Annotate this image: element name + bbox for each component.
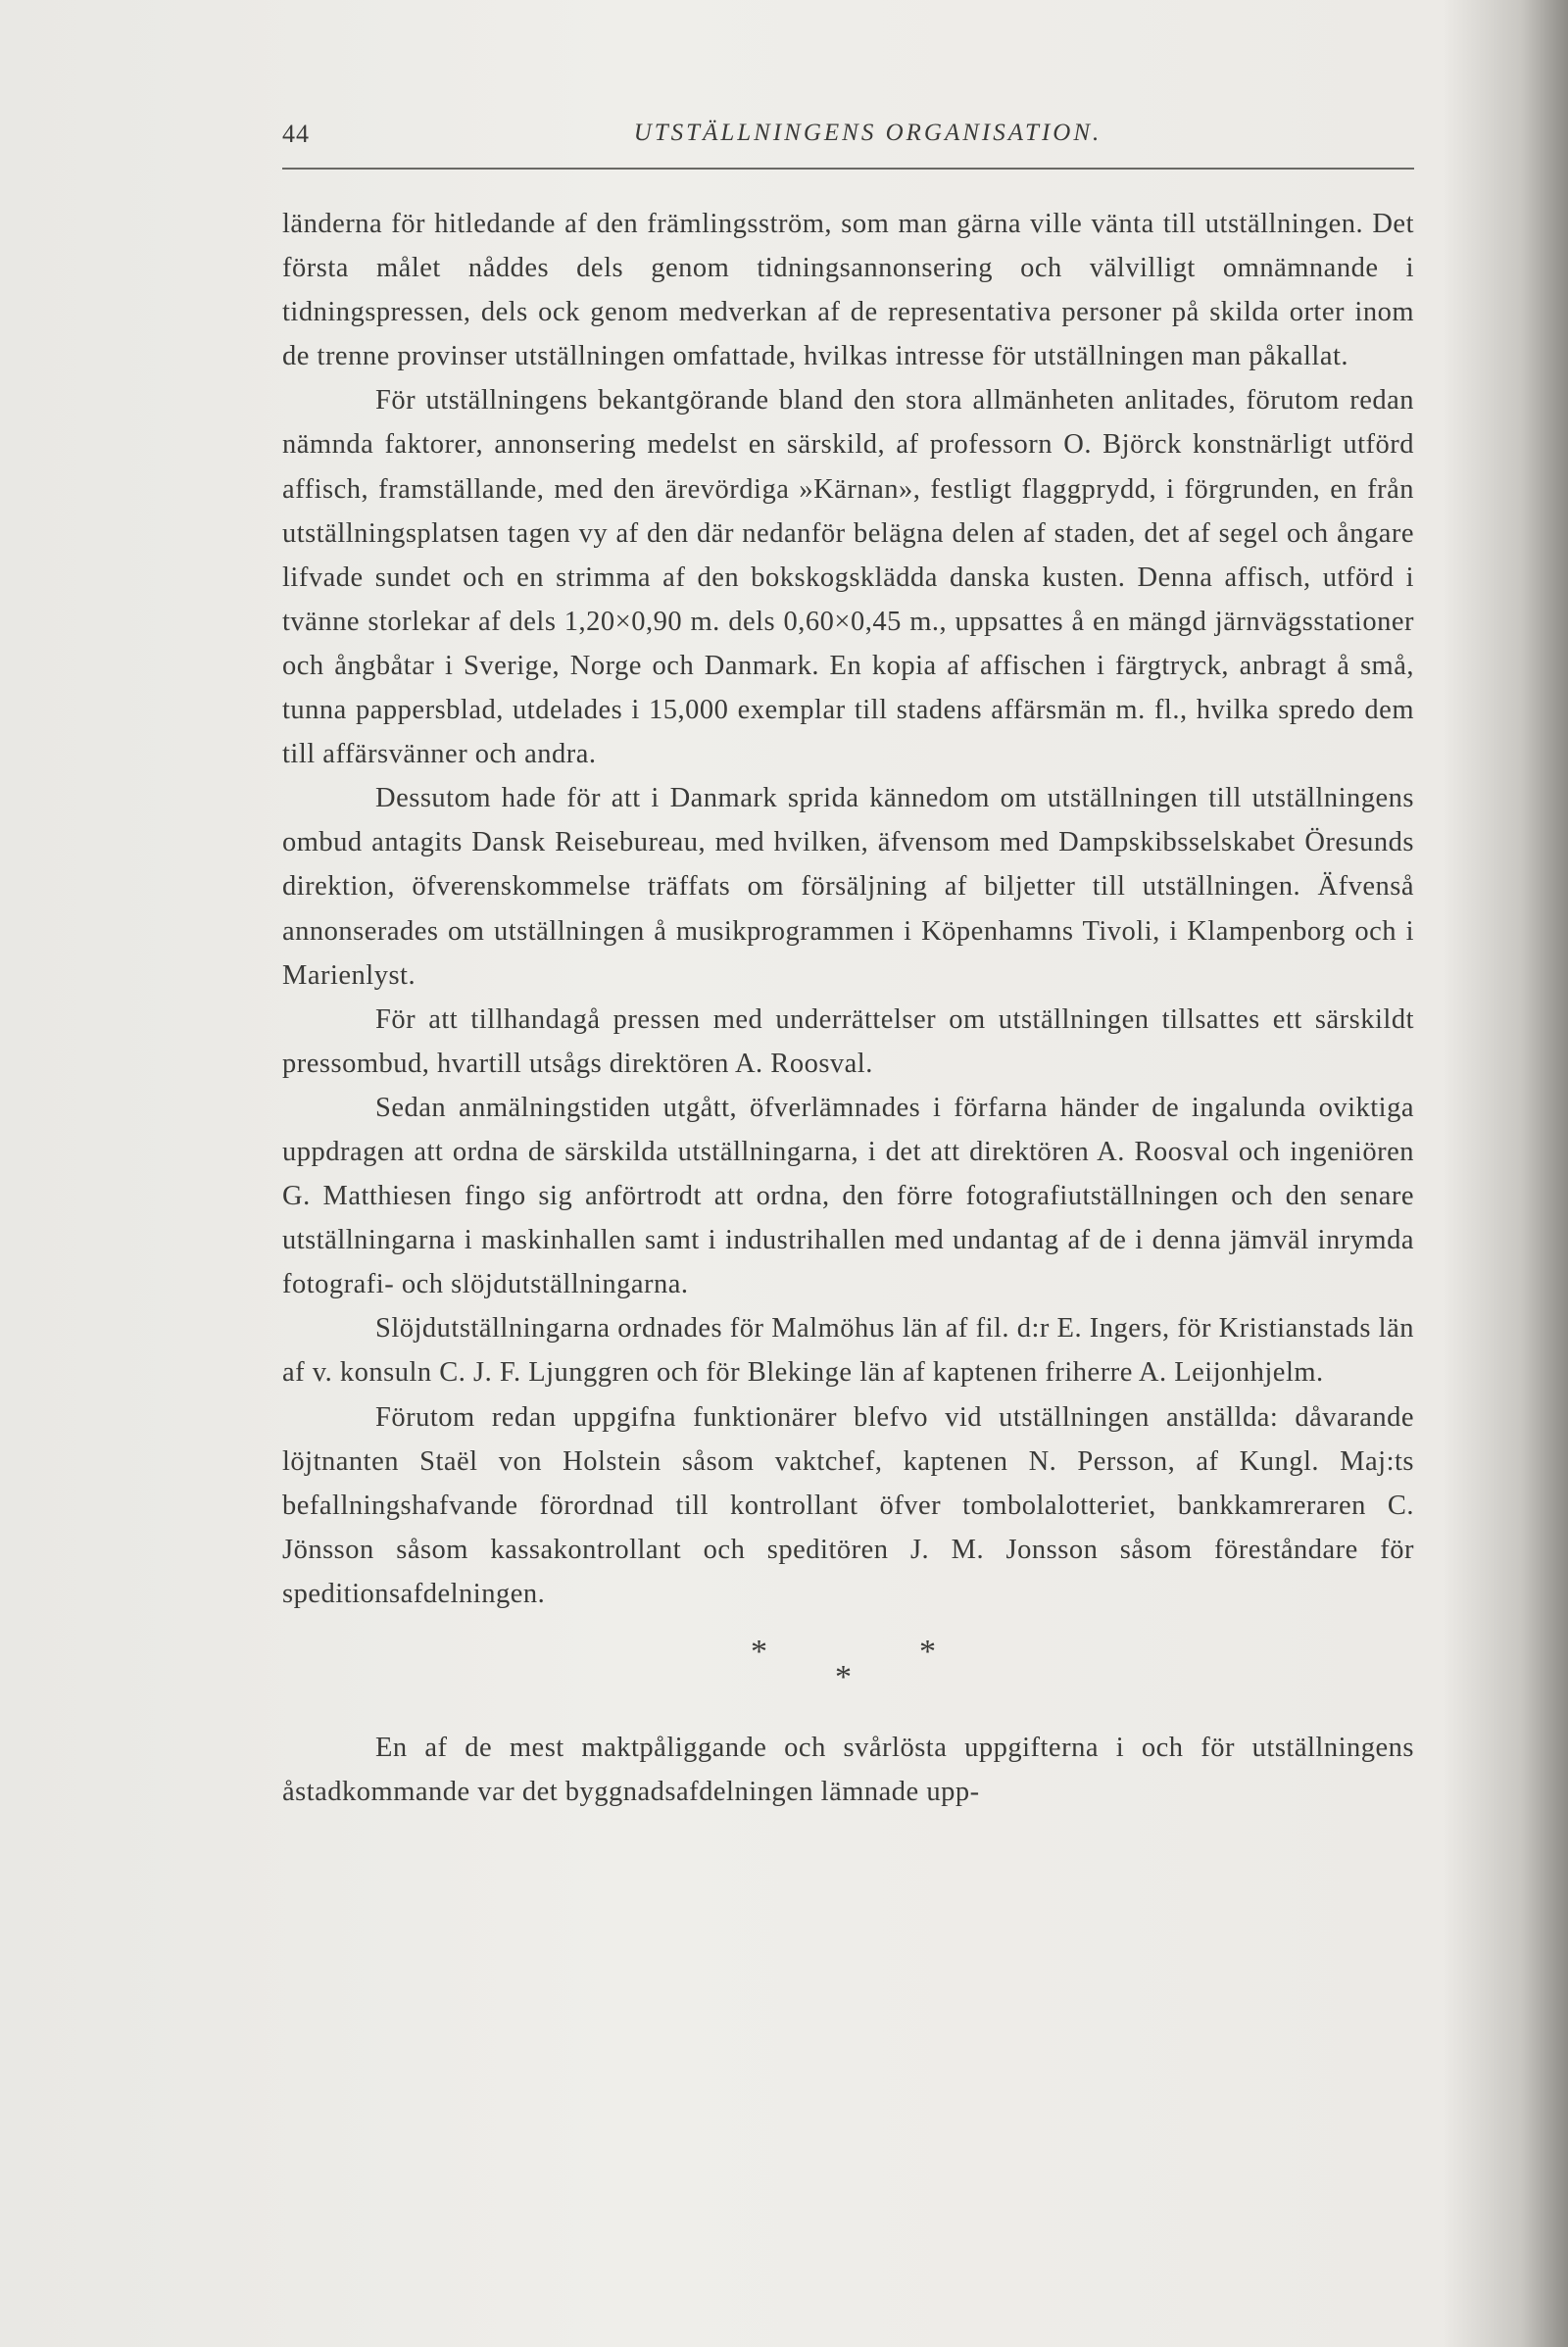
section-break-asterism: [282, 1624, 1414, 1712]
body-text: [282, 202, 1414, 1814]
paragraph-2: För utställningens bekantgörande bland den stora allmänheten anlitades, förutom redan nämnda faktorer, annonsering medelst en särskild, af professorn O. Björck konstnärligt utförd affisch, framställande, med den ärevördiga »Kärnan», festligt flaggprydd, i förgrunden, en från utställningsplatsen tagen vy af den där nedanför belägna delen af staden, det af segel och ångare lifvade sundet och en strimma af den bokskogsklädda danska kusten. Denna affisch, utförd i tvänne storlekar af dels 1,20×0,90 m. dels 0,60×0,45 m., uppsattes å en mängd järnvägsstationer och ångbåtar i Sverige, Norge och Danmark. En kopia af affischen i färgtryck, anbragt å små, tunna pappersblad, utdelades i 15,000 exemplar till stadens affärsmän m. fl., hvilka spredo dem till affärsvänner och andra.: [282, 385, 1414, 770]
page-header: [282, 120, 1414, 159]
header-rule: [282, 168, 1414, 170]
asterism-star-bottom: *: [835, 1659, 853, 1695]
page-number: 44: [282, 120, 310, 148]
paragraph-8: En af de mest maktpåliggande och svårlösta uppgifterna i och för utställningens åstadkommande var det byggnadsafdelningen lämnade upp-: [282, 1733, 1414, 1808]
asterism-star-right: *: [919, 1634, 937, 1670]
paragraph-5: Sedan anmälningstiden utgått, öfverlämnades i förfarna händer de ingalunda oviktiga uppdragen att ordna de särskilda utställningarna, i det att direktören A. Roosval och ingeniören G. Matthiesen fingo sig anförtrodt att ordna, den förre fotografiutställningen och den senare utställningarna i maskinhallen samt i industrihallen med undantag af de i denna jämväl inrymda fotografi- och slöjdutställningarna.: [282, 1092, 1414, 1300]
paragraph-1: länderna för hitledande af den främlingsström, som man gärna ville vänta till utställningen. Det första målet nåddes dels genom tidningsannonsering och välvilligt omnämnande i tidningspressen, dels ock genom medverkan af de representativa personer på skilda orter inom de trenne provinser utställningen omfattade, hvilkas intresse för utställningen man påkallat.: [282, 209, 1414, 372]
running-title: UTSTÄLLNINGENS ORGANISATION.: [633, 120, 1102, 146]
paragraph-7: Förutom redan uppgifna funktionärer blefvo vid utställningen anställda: dåvarande löjtnanten Staël von Holstein såsom vaktchef, kaptenen N. Persson, af Kungl. Maj:ts befallningshafvande förordnad till kontrollant öfver tombolalotteriet, bankkamreraren C. Jönsson såsom kassakontrollant och speditören J. M. Jonsson såsom föreståndare för speditionsafdelningen.: [282, 1401, 1414, 1609]
paragraph-6: Slöjdutställningarna ordnades för Malmöhus län af fil. d:r E. Ingers, för Kristianstads län af v. konsuln C. J. F. Ljunggren och för Blekinge län af kaptenen friherre A. Leijonhjelm.: [282, 1313, 1414, 1389]
asterism-star-left: *: [751, 1634, 768, 1670]
paragraph-4: För att tillhandagå pressen med underrättelser om utställningen tillsattes ett särskildt pressombud, hvartill utsågs direktören A. Roosval.: [282, 1003, 1414, 1079]
paragraph-3: Dessutom hade för att i Danmark sprida kännedom om utställningen till utställningens ombud antagits Dansk Reisebureau, med hvilken, äfvensom med Dampskibsselskabet Öresunds direktion, öfverenskommelse träffats om försäljning af biljetter till utställningen. Äfvenså annonserades om utställningen å musikprogrammen i Köpenhamns Tivoli, i Klampenborg och i Marienlyst.: [282, 783, 1414, 991]
